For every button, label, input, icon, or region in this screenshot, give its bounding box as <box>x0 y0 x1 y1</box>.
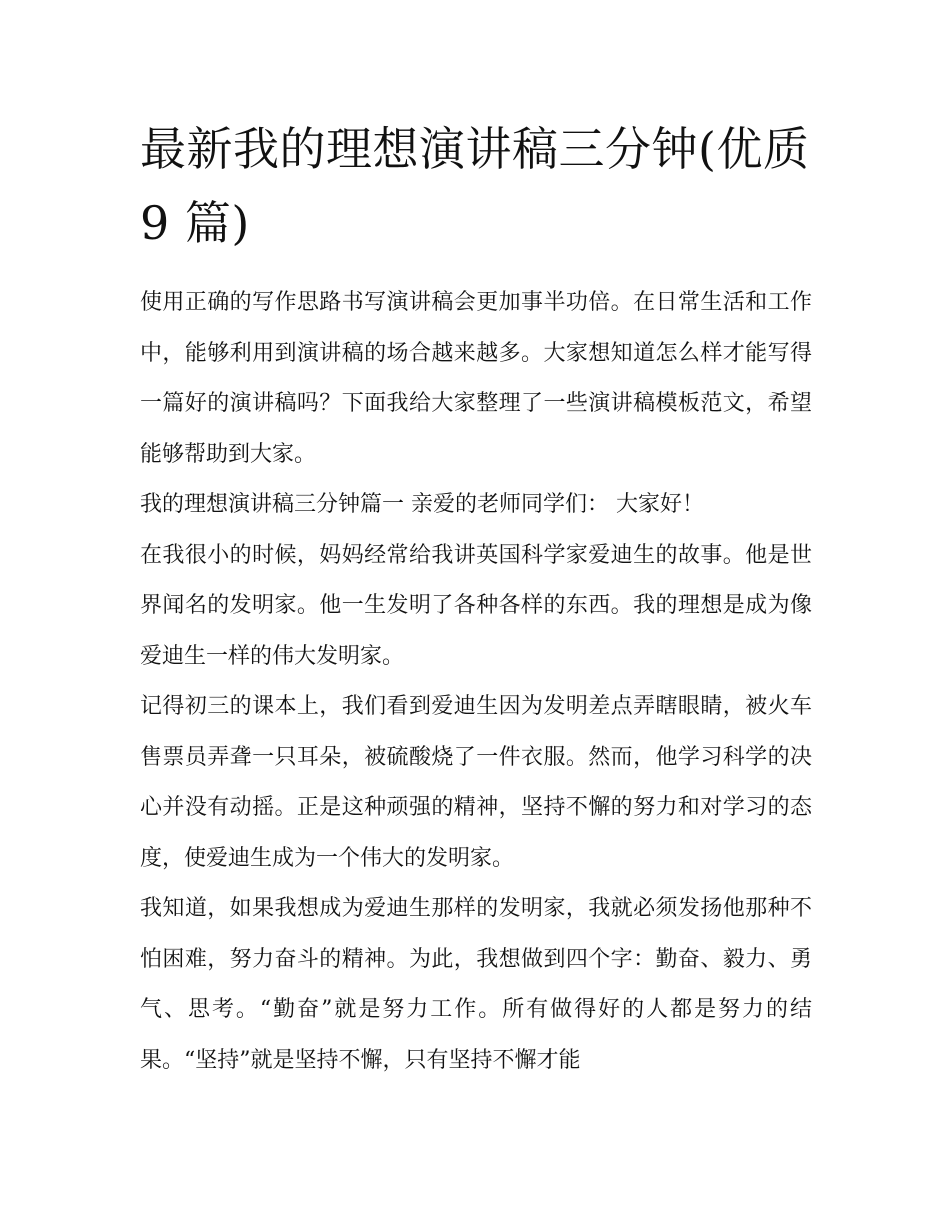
paragraph-edison-spirit: 记得初三的课本上，我们看到爱迪生因为发明差点弄瞎眼睛，被火车售票员弄聋一只耳朵，被硫酸烧了一件衣服。然而，他学习科学的决心并没有动摇。正是这种顽强的精神，坚持不懈的努力和对学习的态度，使爱迪生成为一个伟大的发明家。 <box>140 694 812 871</box>
document-title: 最新我的理想演讲稿三分钟(优质 9 篇) <box>140 122 810 250</box>
paragraph-edison-story: 在我很小的时候，妈妈经常给我讲英国科学家爱迪生的故事。他是世界闻名的发明家。他一生发明了各种各样的东西。我的理想是成为像爱迪生一样的伟大发明家。 <box>140 542 812 669</box>
document-body <box>140 112 812 1086</box>
paragraph-greeting: 我的理想演讲稿三分钟篇一 亲爱的老师同学们： 大家好！ <box>140 492 704 517</box>
paragraph-intro: 使用正确的写作思路书写演讲稿会更加事半功倍。在日常生活和工作中，能够利用到演讲稿的场合越来越多。大家想知道怎么样才能写得一篇好的演讲稿吗？下面我给大家整理了一些演讲稿模板范文，希望能够帮助到大家。 <box>140 290 812 467</box>
paragraph-four-words: 我知道，如果我想成为爱迪生那样的发明家，我就必须发扬他那种不怕困难，努力奋斗的精神。为此，我想做到四个字：勤奋、毅力、勇气、思考。“勤奋”就是努力工作。所有做得好的人都是努力的结果。“坚持”就是坚持不懈，只有坚持不懈才能 <box>140 896 812 1073</box>
